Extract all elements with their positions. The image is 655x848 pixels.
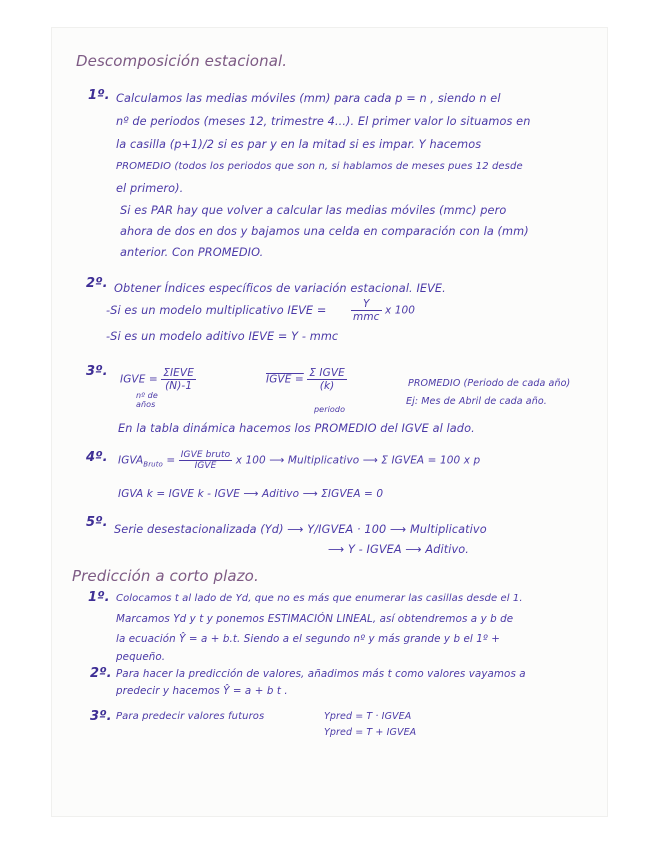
step-number: 3º. [86, 364, 108, 379]
text-line: Para hacer la predicción de valores, añadimos más t como valores vayamos a [116, 668, 526, 680]
text-line: Obtener Índices específicos de variación estacional. IEVE. [114, 282, 446, 295]
frac-top: Σ IGVE [309, 367, 345, 379]
serie-desestacionalizada: Serie desestacionalizada (Yd) ⟶ Y/IGVEA · 100 ⟶ Multiplicativo [114, 523, 487, 536]
text-line: Colocamos t al lado de Yd, que no es más que enumerar las casillas desde el 1. [116, 593, 523, 604]
text-line: Calculamos las medias móviles (mm) para cada p = n , siendo n el [116, 92, 501, 105]
text-line: -Si es un modelo aditivo IEVE = Y - mmc [106, 330, 339, 343]
ypred-additive: Ypred = T + IGVEA [324, 727, 417, 738]
n-label: nº de años [136, 391, 158, 409]
heading-descomposicion: Descomposición estacional. [76, 52, 288, 70]
serie-aditivo: ⟶ Y - IGVEA ⟶ Aditivo. [328, 543, 469, 556]
frac-bottom: (k) [319, 380, 335, 392]
promedio-note: PROMEDIO (Periodo de cada año) [408, 378, 571, 389]
text-line: la ecuación Ŷ = a + b.t. Siendo a el segundo nº y más grande y b el 1º + [116, 633, 500, 645]
frac-top: ΣIEVE [163, 367, 194, 379]
k-label: periodo [314, 405, 346, 414]
step-number: 3º. [90, 709, 112, 724]
formula-left: IGVE = [266, 373, 304, 386]
frac-bottom: (N)-1 [165, 380, 193, 392]
step-number: 2º. [86, 276, 108, 291]
text-line: ahora de dos en dos y bajamos una celda en comparación con la (mm) [120, 225, 529, 238]
text-line: pequeño. [116, 651, 166, 663]
example-note: Ej: Mes de Abril de cada año. [406, 396, 547, 407]
igve-formula-1 [120, 367, 196, 392]
text-line: anterior. Con PROMEDIO. [120, 246, 264, 259]
formula-sub: Bruto [143, 460, 163, 469]
times-100: x 100 [384, 304, 416, 317]
text-line: la casilla (p+1)/2 si es par y en la mitad si es impar. Y hacemos [116, 138, 482, 151]
igva-formula-multiplicative [118, 450, 480, 471]
ypred-multiplicative: Ypred = T · IGVEA [324, 711, 412, 722]
equals: = [166, 454, 176, 467]
igve-formula-2 [266, 367, 347, 392]
step-number: 4º. [86, 450, 108, 465]
step-number: 1º. [88, 88, 110, 103]
igva-formula-additive: IGVA k = IGVE k - IGVE ⟶ Aditivo ⟶ ΣIGVEA = 0 [118, 488, 384, 500]
frac-bottom: IGVE [194, 461, 217, 471]
text-line: Marcamos Yd y t y ponemos ESTIMACIÓN LINEAL, así obtendremos a y b de [116, 613, 514, 625]
step-number: 2º. [90, 666, 112, 681]
heading-prediccion: Predicción a corto plazo. [72, 567, 259, 585]
text-line: Para predecir valores futuros [116, 711, 265, 722]
text-line: Si es PAR hay que volver a calcular las medias móviles (mmc) pero [120, 204, 507, 217]
step-number: 1º. [88, 590, 110, 605]
formula-rest: x 100 ⟶ Multiplicativo ⟶ Σ IGVEA = 100 x p [235, 454, 481, 467]
text-line: En la tabla dinámica hacemos los PROMEDIO del IGVE al lado. [118, 422, 475, 435]
text-line: el primero). [116, 182, 184, 195]
text-line: predecir y hacemos Ŷ = a + b t . [116, 685, 288, 697]
text-line: PROMEDIO (todos los periodos que son n, si hablamos de meses pues 12 desde [116, 161, 523, 172]
step-number: 5º. [86, 515, 108, 530]
frac-top: IGVE bruto [180, 450, 231, 460]
formula-left: IGVA [118, 454, 144, 467]
ieve-fraction [351, 298, 415, 323]
frac-top: Y [351, 298, 382, 311]
formula-left: IGVE = [120, 373, 158, 386]
text-line: nº de periodos (meses 12, trimestre 4...). El primer valor lo situamos en [116, 115, 531, 128]
frac-bottom: mmc [353, 311, 380, 323]
text-line: -Si es un modelo multiplicativo IEVE = [106, 304, 327, 317]
